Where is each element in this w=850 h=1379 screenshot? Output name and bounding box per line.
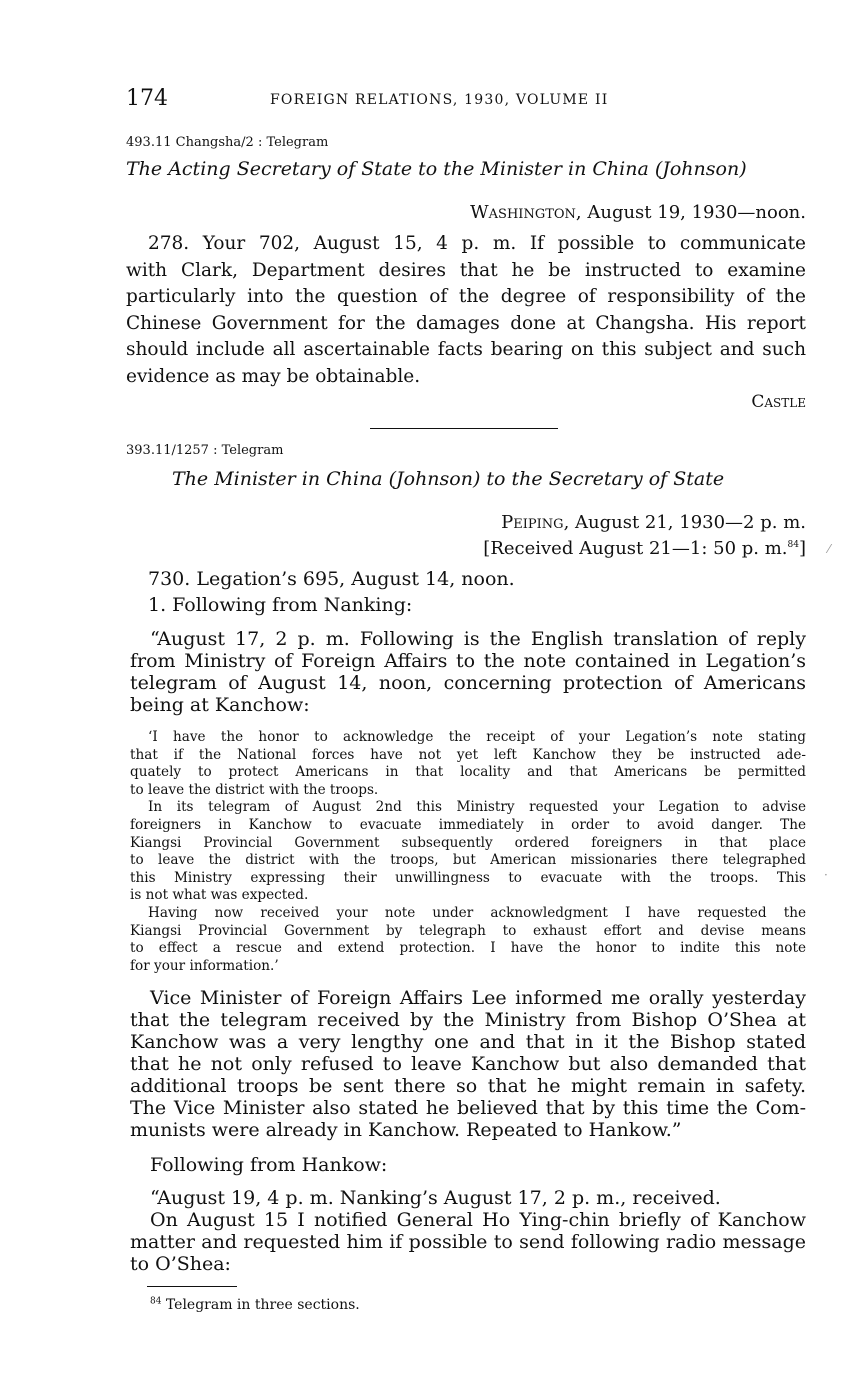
received-close: ] bbox=[798, 538, 806, 559]
note-line: that if the National forces have not yet left Kanchow they be instructed ade- bbox=[130, 746, 806, 763]
page-number: 174 bbox=[126, 86, 168, 111]
quoted-telegram bbox=[130, 628, 806, 716]
quote-line: Kanchow was a very lengthy one and that in it the Bishop stated bbox=[130, 1031, 806, 1053]
file-number: 493.11 Changsha/2 : Telegram bbox=[126, 135, 329, 150]
file-number: 393.11/1257 : Telegram bbox=[126, 443, 284, 458]
hankow-telegram bbox=[130, 1187, 806, 1275]
body-line: evidence as may be obtainable. bbox=[126, 365, 421, 387]
quote-line: from Ministry of Foreign Affairs to the note contained in Legation’s bbox=[130, 650, 806, 672]
intro-line: 1. Following from Nanking: bbox=[148, 594, 413, 616]
margin-mark: ⁄ bbox=[828, 542, 831, 556]
note-line: ‘I have the honor to acknowledge the receipt of your Legation’s note stating bbox=[148, 729, 806, 745]
note-line: to leave the district with the troops, but American missionaries there telegraphed bbox=[130, 852, 806, 869]
hankow-heading: Following from Hankow: bbox=[150, 1154, 388, 1176]
quote-line: “August 19, 4 p. m. Nanking’s August 17, 2 p. m., received. bbox=[150, 1187, 721, 1209]
footnote-ref: 84 bbox=[787, 540, 799, 550]
intro-line: 730. Legation’s 695, August 14, noon. bbox=[148, 568, 515, 590]
document-title: The Acting Secretary of State to the Minister in China (Johnson) bbox=[126, 158, 747, 180]
received-text: [Received August 21—1: 50 p. m. bbox=[483, 538, 788, 559]
margin-mark: · bbox=[824, 868, 828, 882]
quote-line: that he not only refused to leave Kanchow but also demanded that bbox=[130, 1053, 806, 1075]
intro-lines bbox=[148, 566, 808, 618]
ministry-note bbox=[130, 729, 806, 975]
note-line: Kiangsi Provincial Government subsequently ordered foreigners in that place bbox=[130, 834, 806, 851]
quote-line: The Vice Minister also stated he believed that by this time the Com- bbox=[130, 1097, 806, 1119]
vice-minister-paragraph bbox=[130, 987, 806, 1141]
quote-line: munists were already in Kanchow. Repeated to Hankow.” bbox=[130, 1119, 682, 1141]
dateline-date: , August 21, 1930—2 p. m. bbox=[563, 512, 806, 533]
telegram-body bbox=[126, 231, 806, 390]
note-line: is not what was expected. bbox=[130, 887, 309, 904]
note-line: In its telegram of August 2nd this Ministry requested your Legation to advise bbox=[148, 799, 806, 816]
quote-line: matter and requested him if possible to send following radio message bbox=[130, 1231, 806, 1253]
quote-line: “August 17, 2 p. m. Following is the English translation of reply bbox=[150, 628, 806, 650]
quote-line: that the telegram received by the Ministry from Bishop O’Shea at bbox=[130, 1009, 806, 1031]
dateline bbox=[470, 202, 806, 223]
footnote-rule bbox=[147, 1286, 237, 1287]
body-line: should include all ascertainable facts bearing on this subject and such bbox=[126, 339, 806, 360]
footnote bbox=[150, 1297, 360, 1313]
quote-line: Vice Minister of Foreign Affairs Lee informed me orally yesterday bbox=[150, 987, 806, 1009]
note-line: to leave the district with the troops. bbox=[130, 781, 379, 798]
note-line: to effect a rescue and extend protection. I have the honor to indite this note bbox=[130, 940, 806, 957]
quote-line: being at Kanchow: bbox=[130, 694, 310, 716]
document-title: The Minister in China (Johnson) to the Secretary of State bbox=[172, 468, 725, 490]
dateline-place: Washington bbox=[470, 202, 576, 223]
running-title: FOREIGN RELATIONS, 1930, VOLUME II bbox=[270, 92, 609, 108]
signature: Castle bbox=[751, 392, 806, 412]
note-line: foreigners in Kanchow to evacuate immediately in order to avoid danger. The bbox=[130, 816, 806, 833]
dateline-place: Peiping bbox=[501, 512, 564, 533]
quote-line: telegram of August 14, noon, concerning protection of Americans bbox=[130, 672, 806, 694]
note-line: Kiangsi Provincial Government by telegraph to exhaust effort and devise means bbox=[130, 922, 806, 939]
footnote-text: Telegram in three sections. bbox=[161, 1297, 360, 1313]
body-line: Chinese Government for the damages done at Changsha. His report bbox=[126, 312, 806, 334]
footnote-marker: 84 bbox=[150, 1296, 162, 1307]
note-line: for your information.’ bbox=[130, 957, 279, 974]
received-line bbox=[483, 538, 806, 559]
body-line: with Clark, Department desires that he be instructed to examine bbox=[126, 259, 806, 281]
note-line: Having now received your note under acknowledgment I have requested the bbox=[148, 904, 806, 921]
section-divider bbox=[370, 428, 558, 429]
body-line: particularly into the question of the degree of responsibility of the bbox=[126, 286, 806, 307]
quote-line: to O’Shea: bbox=[130, 1253, 231, 1275]
dateline-date: , August 19, 1930—noon. bbox=[575, 202, 806, 223]
body-line: 278. Your 702, August 15, 4 p. m. If possible to communicate bbox=[148, 233, 806, 254]
quote-line: On August 15 I notified General Ho Ying-chin briefly of Kanchow bbox=[150, 1209, 806, 1231]
quote-line: additional troops be sent there so that he might remain in safety. bbox=[130, 1075, 806, 1097]
note-line: this Ministry expressing their unwillingness to evacuate with the troops. This bbox=[130, 869, 806, 886]
dateline bbox=[501, 512, 806, 533]
note-line: quately to protect Americans in that locality and that Americans be permitted bbox=[130, 764, 806, 781]
